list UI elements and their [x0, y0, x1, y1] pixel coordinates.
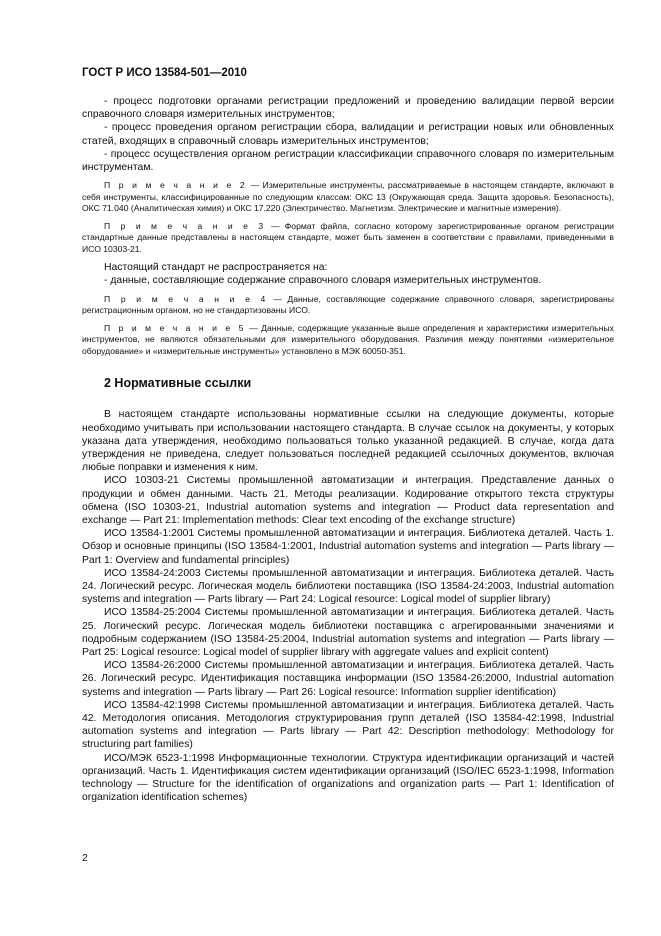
scope-bullet-2: - процесс проведения органом регистрации сбора, валидации и регистрации новых или обновленных статей, входящих в справочный словарь измерительных инструментов; — [82, 122, 614, 147]
note-5-label: П р и м е ч а н и е 5 — [104, 322, 247, 333]
document-header: ГОСТ Р ИСО 13584-501—2010 — [82, 67, 247, 79]
scope-bullet-3: - процесс осуществления органом регистрации классификации справочного словаря по измерительным инструментам. — [82, 148, 614, 174]
note-5 — [82, 323, 614, 358]
note-3-label: П р и м е ч а н и е 3 — [104, 220, 266, 231]
note-2-text: — Измерительные инструменты, рассматриваемые в настоящем стандарте, включают в себя инструменты, классифицированные по следующим классам: ОКС 13 (Окружающая среда. Защита здоровья. Безопасность), ОКС 71.040 (Аналитическая химия) и ОКС 17.220 (Электричество. Магнетизм. Электрические и магнитные измерения). — [82, 180, 614, 214]
section-2-title: 2 Нормативные ссылки — [104, 376, 252, 391]
reference-iso-13584-1: ИСО 13584-1:2001 Системы промышленной автоматизации и интеграция. Библиотека деталей. Часть 1. Обзор и основные принципы (ISO 13584-1:2001, Industrial automation systems and integration — Parts library — Part 1: Overview and fundamental principles) — [82, 528, 614, 566]
page-content — [82, 95, 614, 804]
note-4-label: П р и м е ч а н и е 4 — [104, 293, 268, 304]
note-2-label: П р и м е ч а н и е 2 — [104, 180, 248, 191]
reference-iso-13584-25: ИСО 13584-25:2004 Системы промышленной автоматизации и интеграция. Библиотека деталей. Часть 25. Логический ресурс. Логическая модель библиотеки поставщика с агрегированными значениями и подробным содержанием (ISO 13584-25:2004, Industrial automation systems and integration — Parts library — Part 25: Logical resource: Logical model of supplier library with aggregate values and explicit content) — [82, 607, 614, 658]
note-4-text: — Данные, составляющие содержание справочного словаря, зарегистрированы регистрационным органом, но не стандартизованы ИСО. — [82, 293, 614, 316]
reference-iso-iec-6523-1: ИСО/МЭК 6523-1:1998 Информационные технологии. Структура идентификации организаций и частей организаций. Часть 1. Идентификация систем идентификации организаций (ISO/IEC 6523-1:1998, Information technology — Structure for the identification of organizations and organization parts — Part 1: Identification of organization identification schemes) — [82, 752, 614, 804]
reference-iso-10303-21: ИСО 10303-21 Системы промышленной автоматизации и интеграция. Представление данных о продукции и обмен данными. Часть 21. Методы реализации. Кодирование открытого текста структуры обмена (ISO 10303-21, Industrial automation systems and integration — Product data representation and exchange — Part 21: Implementation methods: Clear text encoding of the exchange structure) — [82, 475, 614, 526]
scope-exclusion-intro: Настоящий стандарт не распространяется на: — [104, 262, 328, 274]
reference-iso-13584-42: ИСО 13584-42:1998 Системы промышленной автоматизации и интеграция. Библиотека деталей. Часть 42. Методология описания. Методология структурирования групп деталей (ISO 13584-42:1998, Industrial automation systems and integration — Parts library — Part 42: Description methodology: Methodology for structuring part families) — [82, 699, 614, 751]
note-3-text: — Формат файла, согласно которому зарегистрированные органом регистрации стандартные данные представлены в настоящем стандарте, может быть заменен в соответствии с правилами, приведенными в ИСО 10303-21. — [82, 220, 614, 254]
note-2 — [82, 180, 614, 215]
reference-iso-13584-24: ИСО 13584-24:2003 Системы промышленной автоматизации и интеграция. Библиотека деталей. Часть 24. Логический ресурс. Логическая модель библиотеки поставщика (ISO 13584-24:2003, Industrial automation systems and integration — Parts library — Part 24: Logical resource: Logical model of supplier library) — [82, 567, 614, 606]
note-4 — [82, 294, 614, 317]
note-5-text: — Данные, содержащие указанные выше определения и характеристики измерительных инструментов, не являются обязательными для измерительного оборудования. Различия между понятиями «измерительное оборудование» и «измерительные инструменты» установлено в МЭК 60050-351. — [82, 322, 614, 356]
section-2-intro: В настоящем стандарте использованы нормативные ссылки на следующие документы, которые необходимо учитывать при использовании настоящего стандарта. В случае ссылок на документы, у которых указана дата утверждения, необходимо пользоваться только указанной редакцией. В случае, когда дата утверждения не приведена, следует пользоваться последней редакцией ссылочных документов, включая любые поправки и изменения к ним. — [82, 409, 614, 474]
page-number: 2 — [82, 852, 88, 864]
reference-iso-13584-26: ИСО 13584-26:2000 Системы промышленной автоматизации и интеграция. Библиотека деталей. Часть 26. Логический ресурс. Идентификация поставщика информации (ISO 13584-26:2000, Industrial automation systems and integration — Parts library — Part 26: Logical resource: Information supplier identification) — [82, 660, 614, 698]
scope-exclusion-item: - данные, составляющие содержание справочного словаря измерительных инструментов. — [104, 275, 542, 287]
scope-bullet-1: - процесс подготовки органами регистрации предложений и проведению валидации первой версии справочного словаря измерительных инструментов; — [82, 96, 614, 121]
note-3 — [82, 221, 614, 256]
